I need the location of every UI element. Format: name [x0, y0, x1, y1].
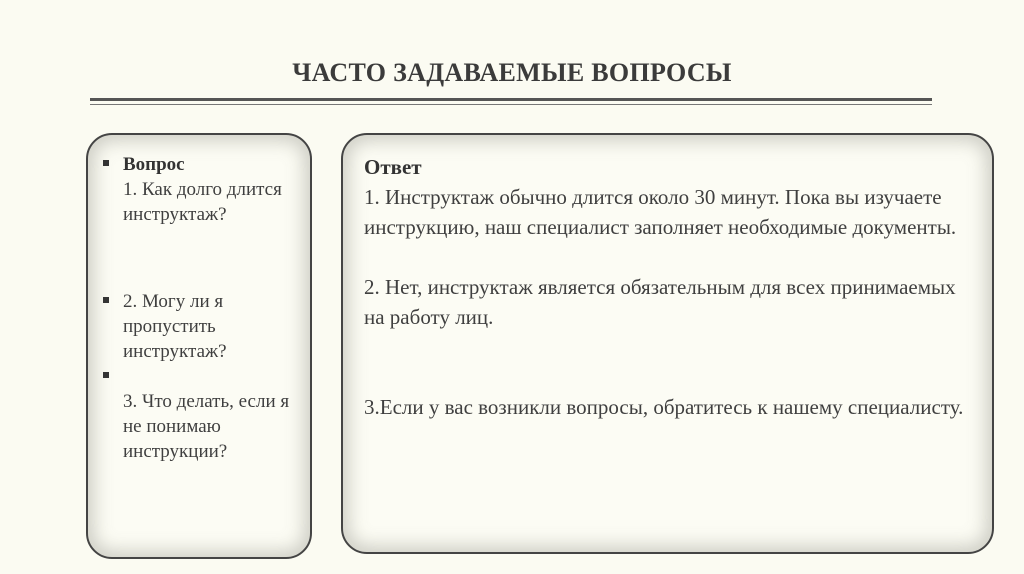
answers-heading: Ответ — [364, 155, 422, 179]
question-item-1 — [103, 152, 303, 227]
square-bullet-icon — [103, 297, 109, 303]
title-underline-thin — [90, 104, 932, 105]
square-bullet-icon — [103, 160, 109, 166]
square-bullet-icon — [103, 372, 109, 378]
question-item-2 — [103, 289, 303, 364]
question-text-1: 1. Как долго длится инструктаж? — [123, 179, 282, 225]
question-item-empty — [103, 364, 303, 389]
questions-list — [103, 152, 303, 464]
question-text-2: 2. Могу ли я пропустить инструктаж? — [123, 291, 227, 362]
answer-text-3: 3.Если у вас возникли вопросы, обратитесь к нашему специалисту. — [364, 395, 964, 419]
answer-text-1: 1. Инструктаж обычно длится около 30 минут. Пока вы изучаете инструкцию, наш специалист заполняет необходимые документы. — [364, 185, 957, 239]
answer-text-2: 2. Нет, инструктаж является обязательным для всех принимаемых на работу лиц. — [364, 275, 956, 329]
answers-list — [364, 152, 979, 422]
questions-heading: Вопрос — [123, 154, 185, 175]
question-text-3: 3. Что делать, если я не понимаю инструкции? — [123, 391, 290, 462]
question-item-3 — [103, 389, 303, 464]
title-underline-thick — [90, 98, 932, 101]
slide-title: ЧАСТО ЗАДАВАЕМЫЕ ВОПРОСЫ — [292, 58, 732, 87]
